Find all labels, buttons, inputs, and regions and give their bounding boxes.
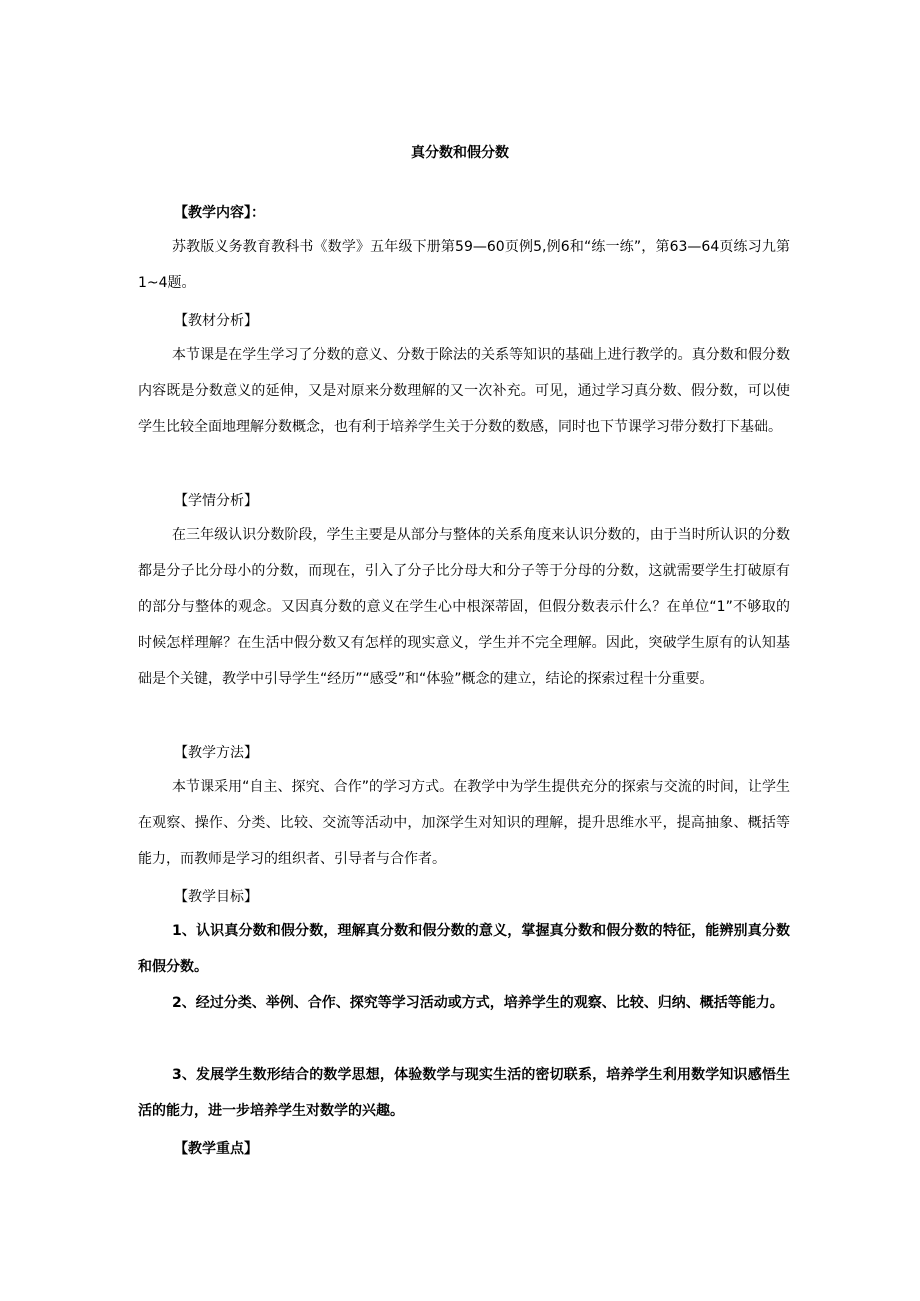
goal-item-3: 3、发展学生数形结合的数学思想，体验数学与现实生活的密切联系，培养学生利用数学知识感悟生活的能力，进一步培养学生对数学的兴趣。	[138, 1067, 790, 1119]
heading-teaching-content: 【教学内容】：	[174, 205, 265, 221]
heading-teaching-method: 【教学方法】	[174, 745, 258, 761]
document-title: 真分数和假分数	[411, 145, 509, 161]
heading-student-analysis: 【学情分析】	[174, 493, 258, 509]
goal-item-2: 2、经过分类、举例、合作、探究等学习活动或方式，培养学生的观察、比较、归纳、概括等能力。	[172, 995, 784, 1011]
paragraph-material-analysis: 本节课是在学生学习了分数的意义、分数于除法的关系等知识的基础上进行教学的。真分数和假分数内容既是分数意义的延伸，又是对原来分数理解的又一次补充。可见，通过学习真分数、假分数，可以使学生比较全面地理解分数概念，也有利于培养学生关于分数的数感，同时也下节课学习带分数打下基础。	[138, 347, 790, 435]
goal-item-1: 1、认识真分数和假分数，理解真分数和假分数的意义，掌握真分数和假分数的特征，能辨别真分数和假分数。	[138, 923, 790, 975]
paragraph-teaching-content: 苏教版义务教育教科书《数学》五年级下册第59—60页例5,例6和“练一练”，第63—64页练习九第1~4题。	[138, 239, 790, 291]
paragraph-teaching-method: 本节课采用“自主、探究、合作”的学习方式。在教学中为学生提供充分的探索与交流的时间，让学生在观察、操作、分类、比较、交流等活动中，加深学生对知识的理解，提升思维水平，提高抽象、概括等能力，而教师是学习的组织者、引导者与合作者。	[138, 779, 790, 867]
heading-teaching-goals: 【教学目标】	[174, 889, 258, 905]
heading-key-points: 【教学重点】	[174, 1141, 258, 1157]
heading-material-analysis: 【教材分析】	[174, 313, 258, 329]
paragraph-student-analysis: 在三年级认识分数阶段，学生主要是从部分与整体的关系角度来认识分数的，由于当时所认识的分数都是分子比分母小的分数，而现在，引入了分子比分母大和分子等于分母的分数，这就需要学生打破原有的部分与整体的观念。又因真分数的意义在学生心中根深蒂固，但假分数表示什么？在单位“1”不够取的时候怎样理解？在生活中假分数又有怎样的现实意义，学生并不完全理解。因此，突破学生原有的认知基础是个关键，教学中引导学生“经历”“感受”和“体验”概念的建立，结论的探索过程十分重要。	[138, 527, 790, 687]
